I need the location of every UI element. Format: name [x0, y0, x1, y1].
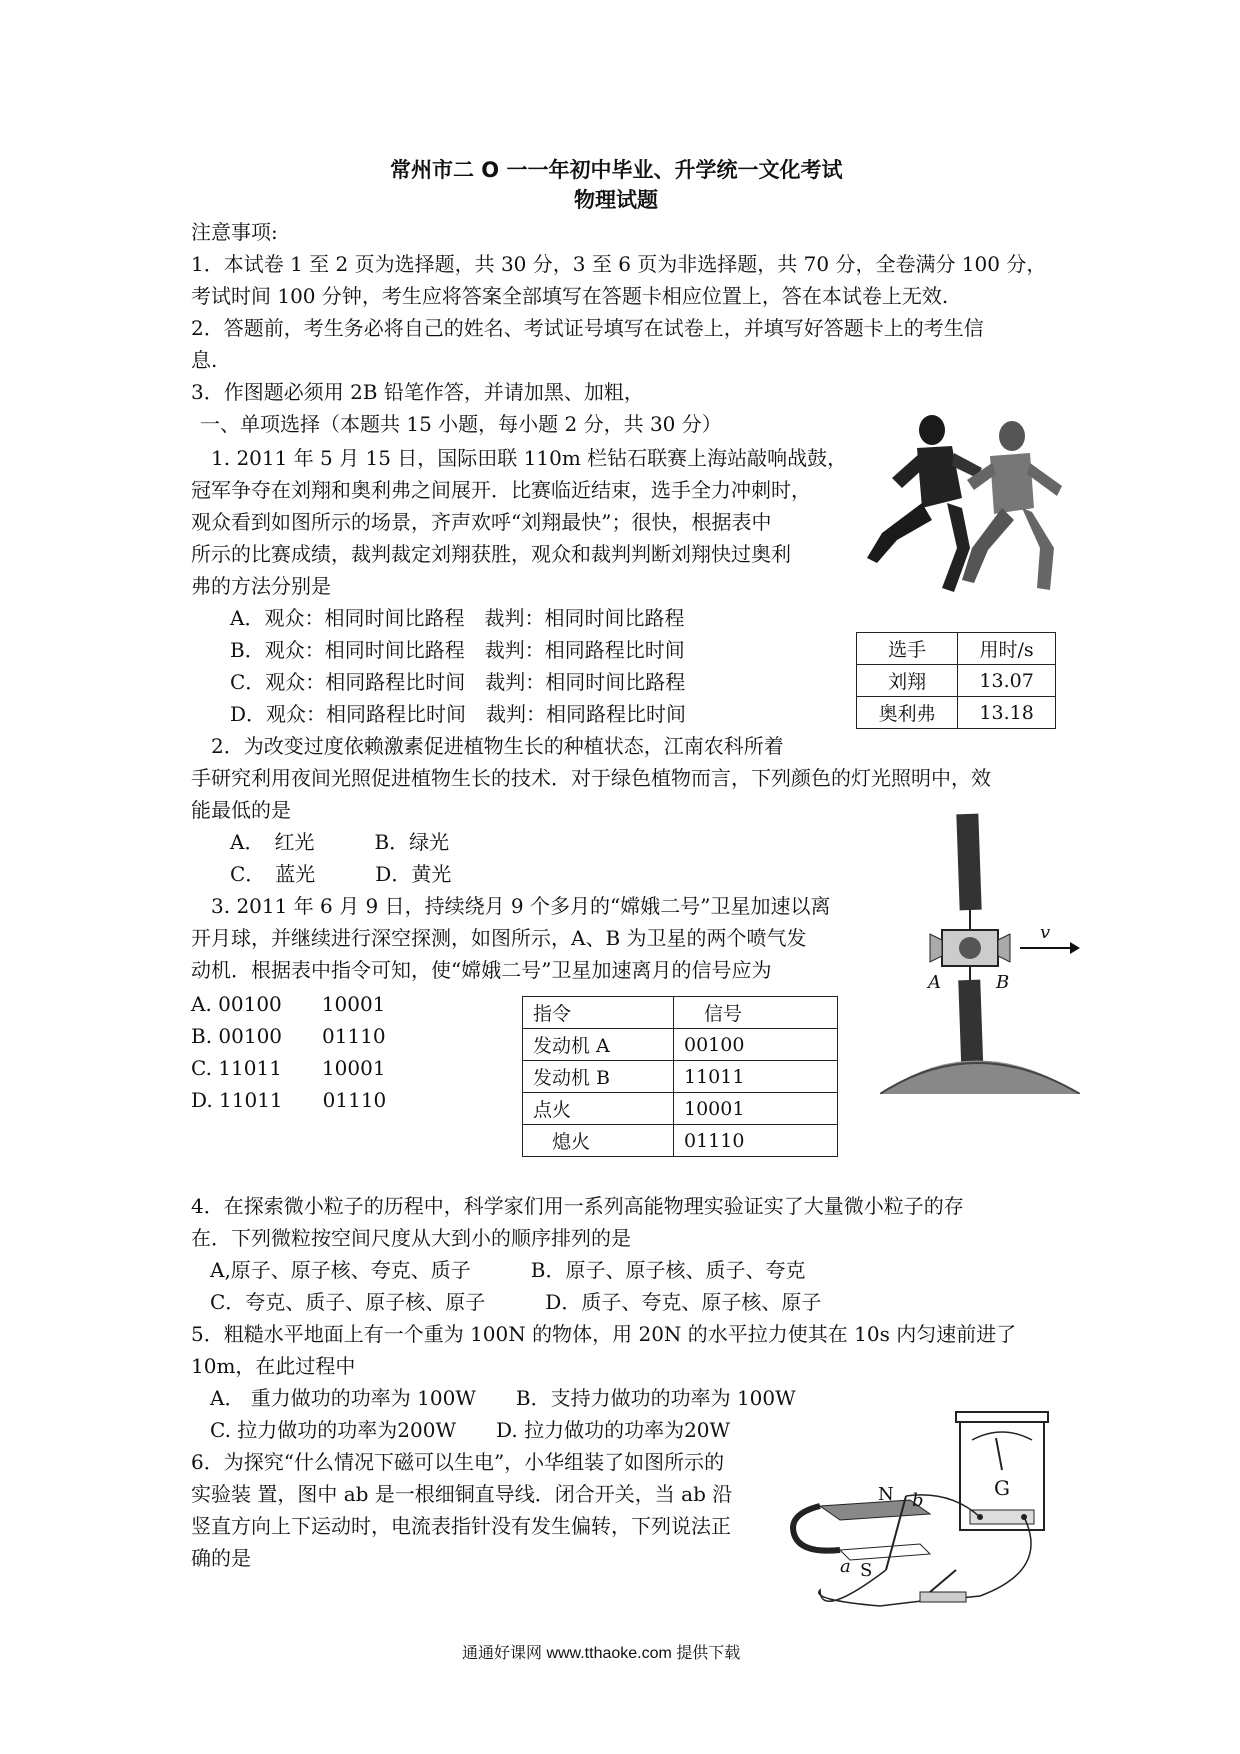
question-line: 所示的比赛成绩，裁判裁定刘翔获胜，观众和裁判判断刘翔快过奥利: [191, 542, 791, 566]
notes-line: 1．本试卷 1 至 2 页为选择题，共 30 分，3 至 6 页为非选择题，共 70 分，全卷满分 100 分，: [191, 252, 1047, 276]
question-line: 冠军争夺在刘翔和奥利弗之间展开．比赛临近结束，选手全力冲刺时，: [191, 478, 811, 502]
table-row: [857, 697, 1056, 729]
option: D. 11011 01110: [191, 1088, 387, 1112]
wire-end-a-label: a: [840, 1556, 851, 1577]
option: C．夸克、质子、原子核、原子 D．质子、夸克、原子核、原子: [210, 1290, 822, 1314]
option: C. 11011 10001: [191, 1056, 386, 1080]
page-footer: 通通好课网 www.tthaoke.com 提供下载: [462, 1645, 741, 1662]
table-header-row: [523, 997, 838, 1029]
option: A． 重力做功的功率为 100W B．支持力做功的功率为 100W: [210, 1386, 796, 1410]
table-cell: 00100: [674, 1029, 838, 1061]
results-table: [856, 632, 1056, 729]
notes-line: 考试时间 100 分钟，考生应将答案全部填写在答题卡相应位置上，答在本试卷上无效.: [191, 284, 949, 308]
option: C． 蓝光 D．黄光: [230, 862, 452, 886]
table-cell: 发动机 A: [523, 1029, 674, 1061]
engine-b-label: B: [996, 972, 1010, 993]
option: B．观众：相同时间比路程 裁判：相同路程比时间: [230, 638, 685, 662]
notes-heading: 注意事项:: [191, 220, 278, 244]
question-line: 3. 2011 年 6 月 9 日，持续绕月 9 个多月的“嫦娥二号”卫星加速以离: [211, 894, 831, 918]
option: B. 00100 01110: [191, 1024, 386, 1048]
table-cell: 刘翔: [857, 665, 958, 697]
notes-line: 3．作图题必须用 2B 铅笔作答，并请加黑、加粗，: [191, 380, 644, 404]
table-cell: 发动机 B: [523, 1061, 674, 1093]
section-heading: 一、单项选择（本题共 15 小题，每小题 2 分，共 30 分）: [200, 412, 722, 436]
table-cell: 奥利弗: [857, 697, 958, 729]
question-line: 观众看到如图所示的场景，齐声欢呼“刘翔最快”；很快，根据表中: [191, 510, 772, 534]
satellite-figure: [880, 812, 1080, 1094]
question-line: 在．下列微粒按空间尺度从大到小的顺序排列的是: [191, 1226, 631, 1250]
question-line: 能最低的是: [191, 798, 291, 822]
north-pole-label: N: [878, 1484, 894, 1505]
question-line: 6．为探究“什么情况下磁可以生电”，小华组装了如图所示的: [191, 1450, 725, 1474]
table-header-row: [857, 633, 1056, 665]
table-row: [523, 1029, 838, 1061]
question-line: 手研究利用夜间光照促进植物生长的技术．对于绿色植物而言，下列颜色的灯光照明中，效: [191, 766, 991, 790]
notes-line: 息.: [191, 348, 218, 372]
table-header-cell: 信号: [674, 997, 838, 1029]
table-cell: 13.18: [958, 697, 1056, 729]
option: A．观众：相同时间比路程 裁判：相同时间比路程: [230, 606, 685, 630]
table-cell: 10001: [674, 1093, 838, 1125]
notes-line: 2．答题前，考生务必将自己的姓名、考试证号填写在试卷上，并填写好答题卡上的考生信: [191, 316, 984, 340]
runners-photo: [862, 408, 1072, 598]
question-line: 开月球，并继续进行深空探测，如图所示，A、B 为卫星的两个喷气发: [191, 926, 807, 950]
question-line: 5．粗糙水平地面上有一个重为 100N 的物体，用 20N 的水平拉力使其在 10s 内匀速前进了: [191, 1322, 1017, 1346]
table-cell: 点火: [523, 1093, 674, 1125]
table-row: [523, 1125, 838, 1157]
option: C．观众：相同路程比时间 裁判：相同时间比路程: [230, 670, 686, 694]
question-line: 弗的方法分别是: [191, 574, 331, 598]
table-cell: 13.07: [958, 665, 1056, 697]
table-row: [523, 1061, 838, 1093]
question-line: 实验装 置，图中 ab 是一根细铜直导线．闭合开关，当 ab 沿: [191, 1482, 733, 1506]
question-line: 4．在探索微小粒子的历程中，科学家们用一系列高能物理实验证实了大量微小粒子的存: [191, 1194, 964, 1218]
engine-a-label: A: [928, 972, 941, 993]
wire-end-b-label: b: [912, 1490, 924, 1511]
table-header-cell: 指令: [523, 997, 674, 1029]
exam-subtitle: 物理试题: [574, 188, 658, 212]
option: C. 拉力做功的功率为200W D. 拉力做功的功率为20W: [210, 1418, 731, 1442]
galvanometer-label: G: [994, 1476, 1010, 1500]
option: A． 红光 B．绿光: [230, 830, 450, 854]
option: D．观众：相同路程比时间 裁判：相同路程比时间: [230, 702, 687, 726]
table-header-cell: 选手: [857, 633, 958, 665]
question-line: 动机．根据表中指令可知，使“嫦娥二号”卫星加速离月的信号应为: [191, 958, 772, 982]
table-cell: 01110: [674, 1125, 838, 1157]
option: A. 00100 10001: [191, 992, 386, 1016]
question-line: 10m，在此过程中: [191, 1354, 356, 1378]
question-line: 竖直方向上下运动时，电流表指针没有发生偏转，下列说法正: [191, 1514, 731, 1538]
option: A,原子、原子核、夸克、质子 B．原子、原子核、质子、夸克: [210, 1258, 806, 1282]
question-line: 1. 2011 年 5 月 15 日，国际田联 110m 栏钻石联赛上海站敲响战鼓，: [211, 446, 848, 470]
exam-title: 常州市二 O 一一年初中毕业、升学统一文化考试: [390, 158, 843, 182]
table-row: [523, 1093, 838, 1125]
table-row: [857, 665, 1056, 697]
table-cell: 熄火: [523, 1125, 674, 1157]
velocity-label: v: [1040, 922, 1051, 943]
question-line: 2．为改变过度依赖激素促进植物生长的种植状态，江南农科所着: [211, 734, 784, 758]
command-table: [522, 996, 838, 1157]
table-header-cell: 用时/s: [958, 633, 1056, 665]
south-pole-label: S: [860, 1560, 873, 1581]
question-line: 确的是: [191, 1546, 251, 1570]
induction-apparatus-figure: [780, 1410, 1070, 1610]
table-cell: 11011: [674, 1061, 838, 1093]
